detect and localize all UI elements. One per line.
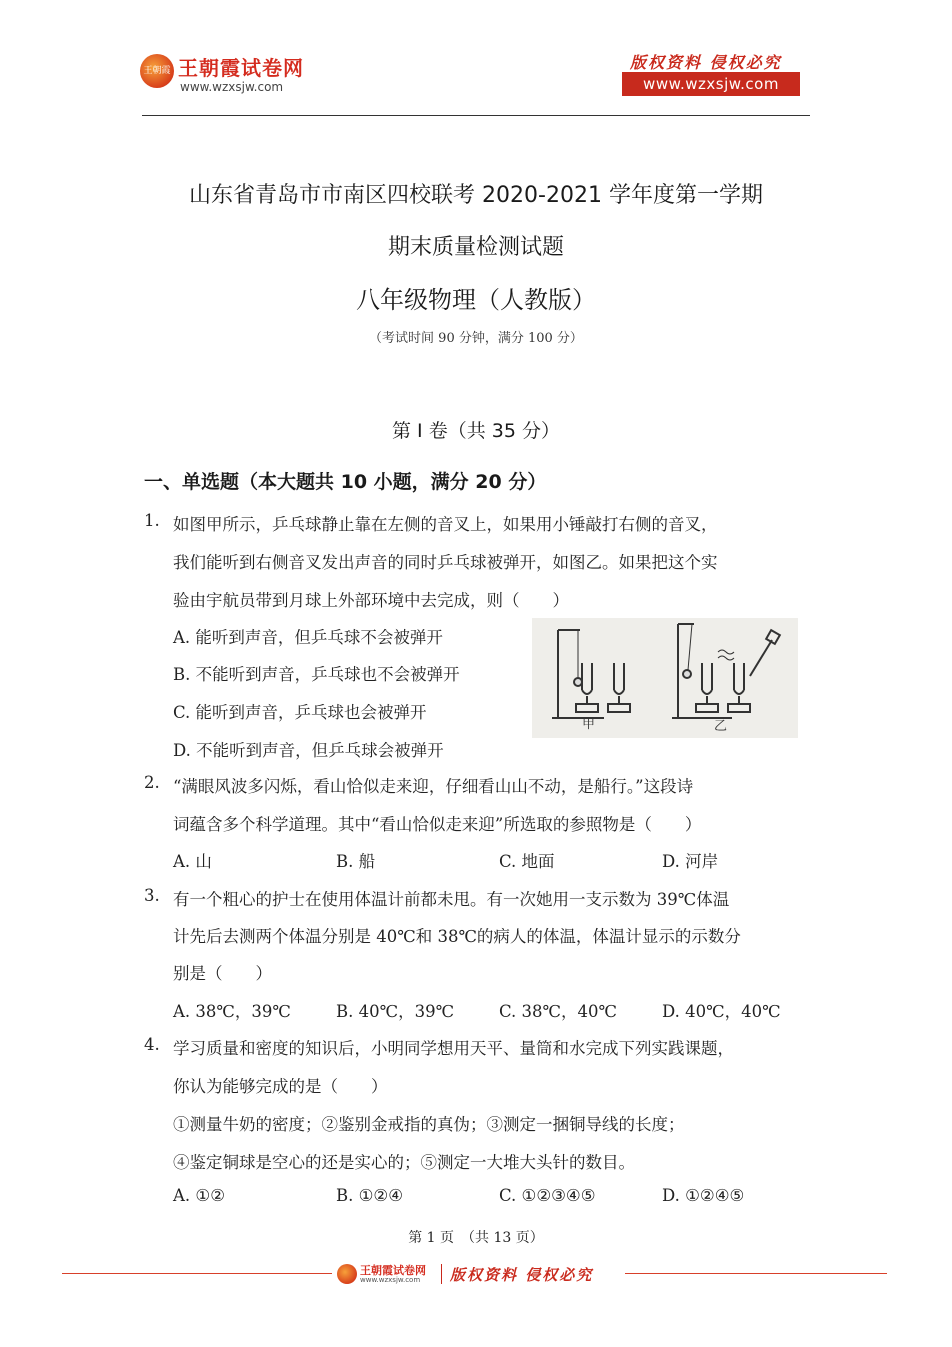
- option-b: B. ①②④: [336, 1186, 403, 1205]
- option-a: A. 38℃，39℃: [173, 1002, 291, 1021]
- question-number: 3.: [144, 886, 160, 905]
- exam-subtitle: 期末质量检测试题: [387, 235, 564, 260]
- figure-yi-apparatus: [672, 624, 780, 718]
- option-d: D. 河岸: [662, 852, 719, 871]
- section-heading: 一、单选题（本大题共 10 小题，满分 20 分）: [144, 471, 547, 493]
- copyright-notice: 版权资料 侵权必究: [630, 53, 782, 72]
- exam-title: 山东省青岛市市南区四校联考 2020-2021 学年度第一学期: [189, 183, 763, 208]
- tuning-fork-figure: [532, 618, 798, 738]
- option-b: B. 不能听到声音，乒乓球也不会被弹开: [173, 665, 460, 684]
- question-text: ④鉴定铜球是空心的还是实心的；⑤测定一大堆大头针的数目。: [173, 1153, 635, 1172]
- question-text: 别是（ ）: [173, 964, 272, 983]
- question-text: 我们能听到右侧音叉发出声音的同时乒乓球被弹开，如图乙。如果把这个实: [173, 553, 718, 572]
- option-c: C. 地面: [499, 852, 555, 871]
- question-number: 4.: [144, 1035, 160, 1054]
- question-text: 你认为能够完成的是（ ）: [173, 1077, 388, 1096]
- question-text: 验由宇航员带到月球上外部环境中去完成，则（ ）: [173, 591, 569, 610]
- option-a: A. ①②: [173, 1186, 225, 1205]
- option-b: B. 40℃，39℃: [336, 1002, 455, 1021]
- option-a: A. 山: [173, 852, 212, 871]
- footer-url[interactable]: www.wzxsjw.com: [360, 1276, 421, 1284]
- footer-rule-left: [62, 1273, 332, 1274]
- part-label: 第 Ⅰ 卷（共 35 分）: [392, 420, 560, 442]
- exam-duration: （考试时间 90 分钟，满分 100 分）: [369, 331, 583, 346]
- option-c: C. ①②③④⑤: [499, 1186, 596, 1205]
- url-banner[interactable]: www.wzxsjw.com: [622, 72, 800, 96]
- page-number: 第 1 页 （共 13 页）: [408, 1230, 544, 1246]
- option-d: D. ①②④⑤: [662, 1186, 745, 1205]
- footer-separator: [441, 1264, 442, 1284]
- figure-label-yi: 乙: [714, 719, 728, 734]
- figure-jia-apparatus: [552, 630, 630, 718]
- footer-brand: 王朝霞试卷网: [360, 1264, 426, 1277]
- question-text: 词蕴含多个科学道理。其中“看山恰似走来迎”所选取的参照物是（ ）: [173, 815, 702, 834]
- question-text: 如图甲所示，乒乓球静止靠在左侧的音叉上，如果用小锤敲打右侧的音叉，: [173, 515, 718, 534]
- exam-subject: 八年级物理（人教版）: [356, 286, 596, 314]
- brand-url[interactable]: www.wzxsjw.com: [180, 80, 284, 94]
- option-c: C. 38℃，40℃: [499, 1002, 617, 1021]
- footer-logo-icon: [337, 1264, 357, 1284]
- option-c: C. 能听到声音，乒乓球也会被弹开: [173, 703, 427, 722]
- brand-name: 王朝霞试卷网: [178, 56, 304, 80]
- option-d: D. 40℃，40℃: [662, 1002, 781, 1021]
- figure-label-jia: 甲: [582, 717, 596, 732]
- option-b: B. 船: [336, 852, 376, 871]
- question-text: 有一个粗心的护士在使用体温计前都未甩。有一次她用一支示数为 39℃体温: [173, 890, 730, 909]
- question-text: ①测量牛奶的密度；②鉴别金戒指的真伪；③测定一捆铜导线的长度；: [173, 1115, 685, 1134]
- brand-logo: 王朝霞: [140, 54, 174, 88]
- question-number: 2.: [144, 773, 160, 792]
- question-text: “满眼风波多闪烁，看山恰似走来迎，仔细看山山不动，是船行。”这段诗: [173, 777, 694, 796]
- footer-copyright: 版权资料 侵权必究: [450, 1266, 594, 1284]
- option-a: A. 能听到声音，但乒乓球不会被弹开: [173, 628, 443, 647]
- option-d: D. 不能听到声音，但乒乓球会被弹开: [173, 741, 444, 760]
- question-text: 计先后去测两个体温分别是 40℃和 38℃的病人的体温，体温计显示的示数分: [173, 927, 741, 946]
- footer-rule-right: [625, 1273, 887, 1274]
- header-divider: [142, 115, 810, 116]
- question-number: 1.: [144, 511, 160, 530]
- question-text: 学习质量和密度的知识后，小明同学想用天平、量筒和水完成下列实践课题，: [173, 1039, 734, 1058]
